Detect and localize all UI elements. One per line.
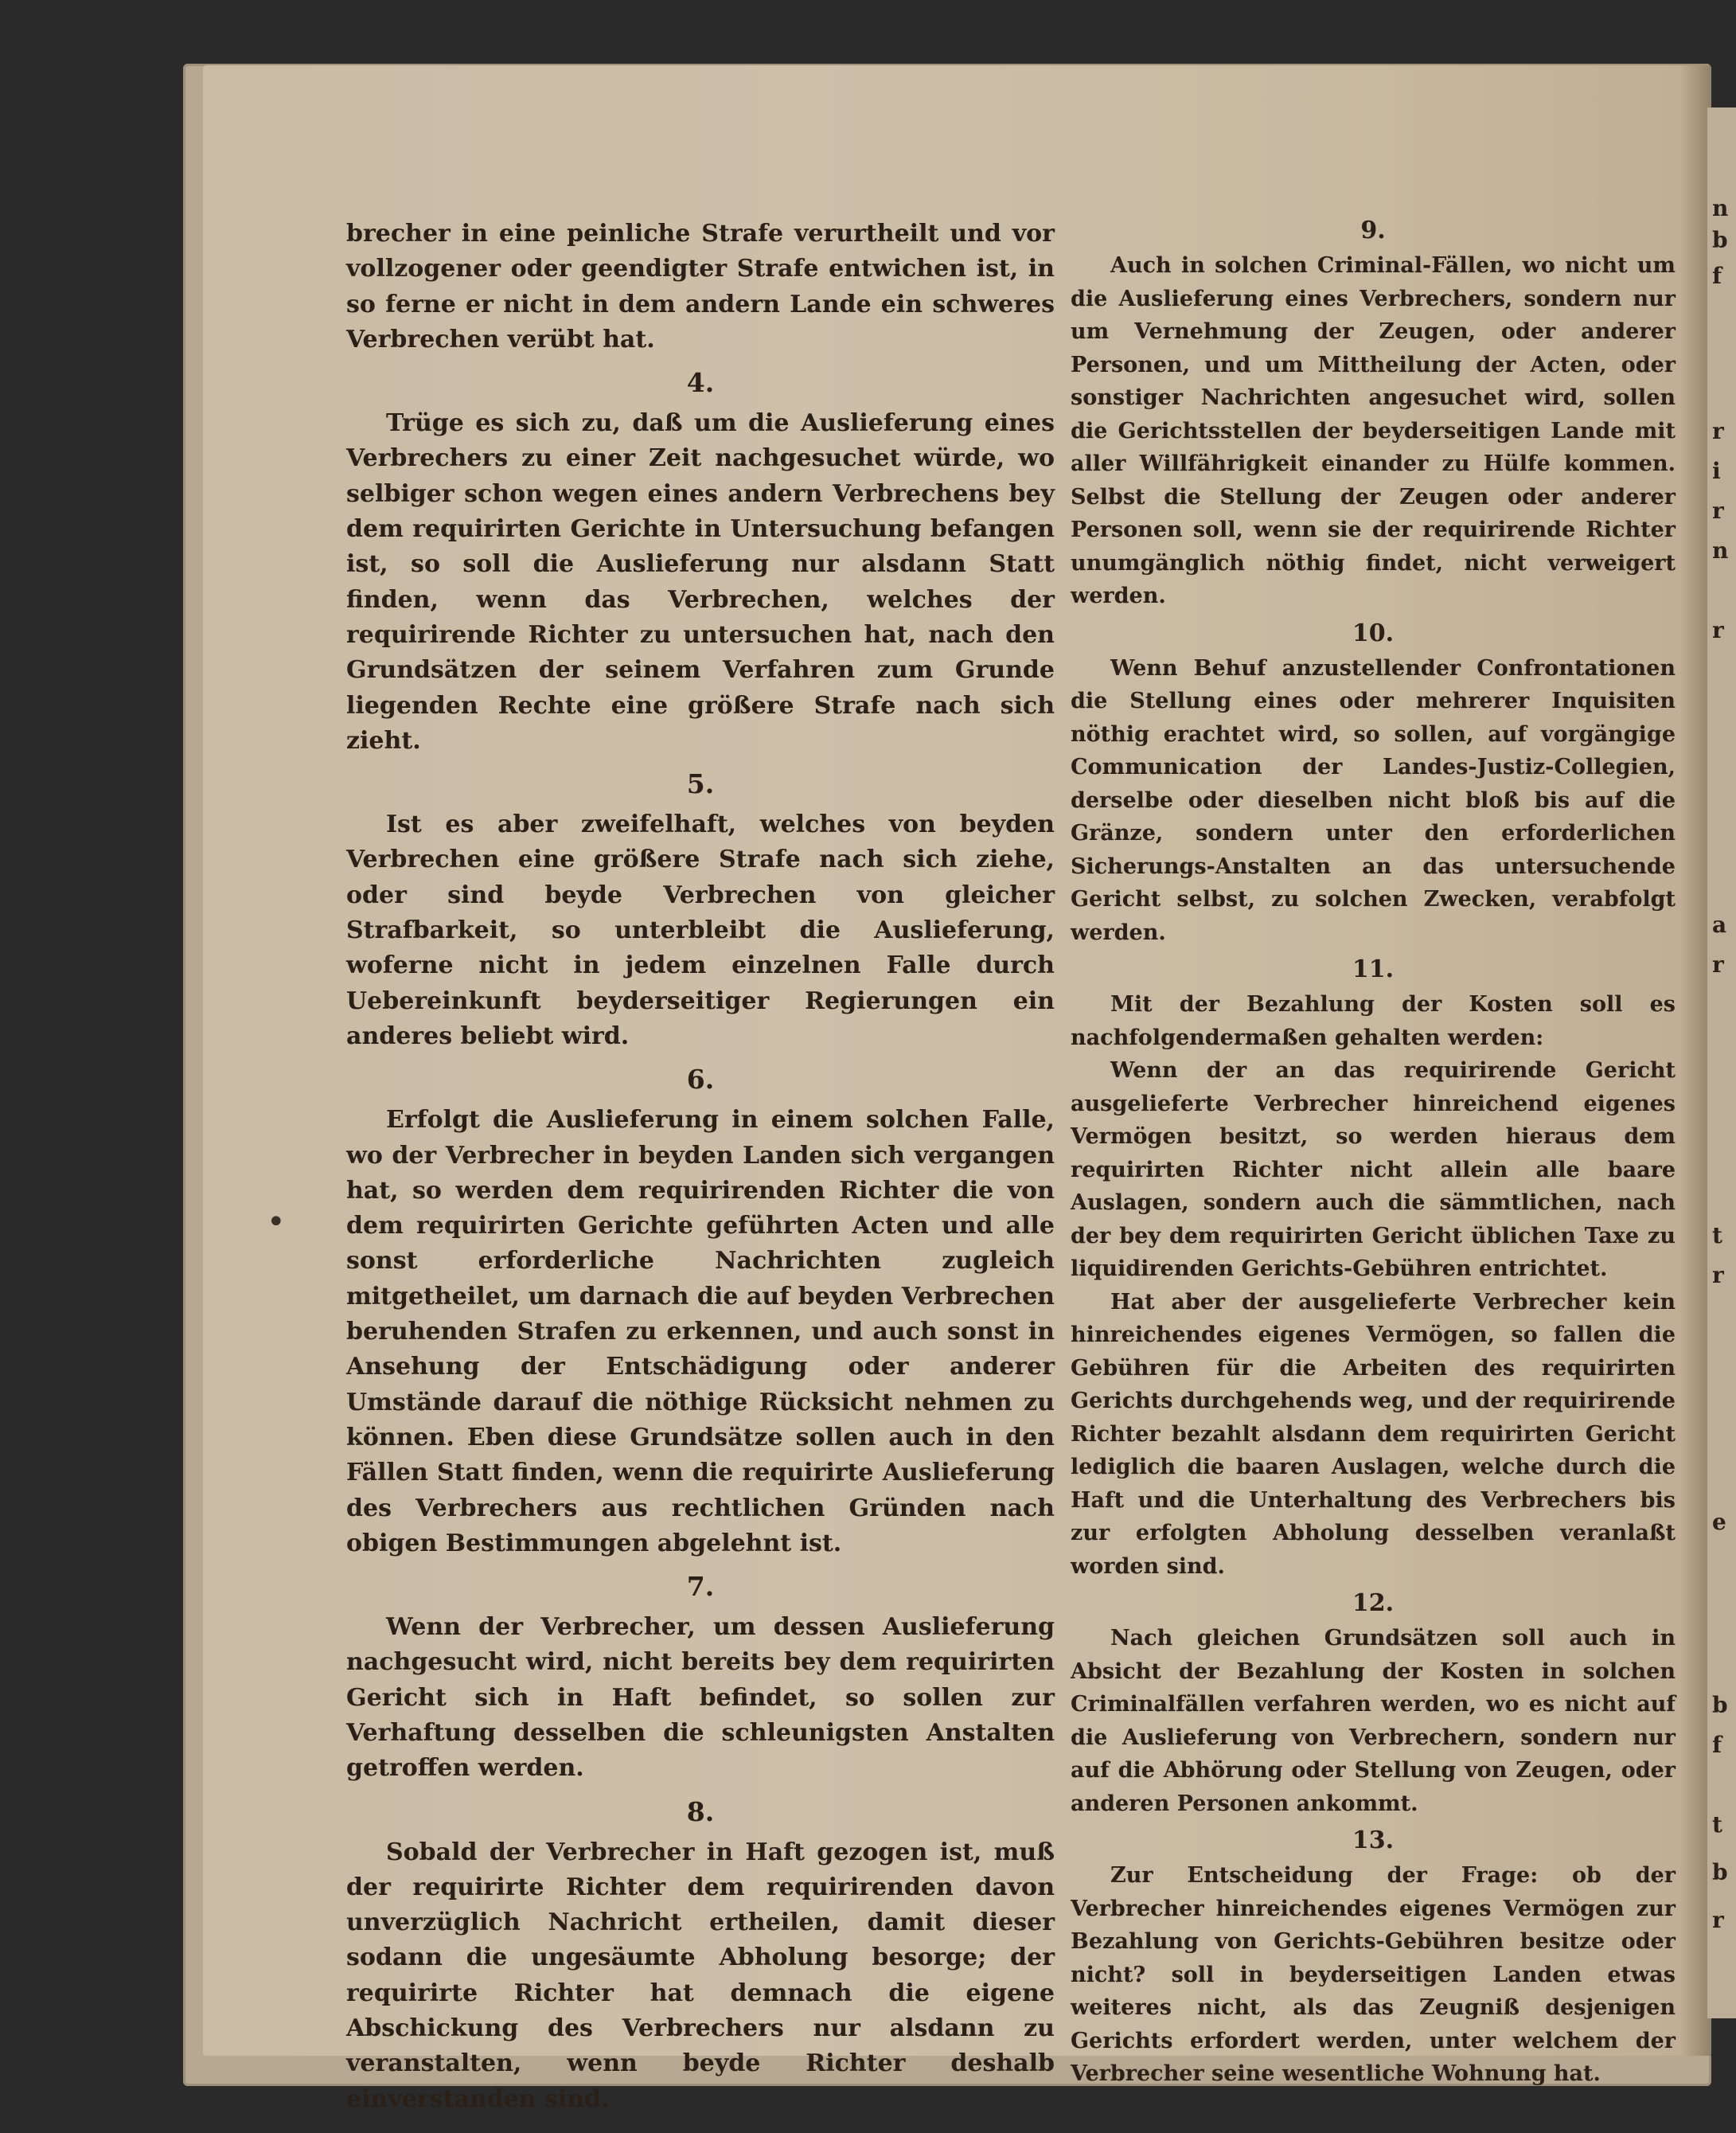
next-page-fragment: r — [1712, 617, 1724, 643]
next-page-fragment: t — [1712, 1811, 1722, 1838]
ink-dot-mark: • — [267, 1204, 286, 1240]
next-page-fragment: i — [1712, 458, 1721, 484]
continuation-paragraph: brecher in eine peinliche Strafe verurtheilt und vor vollzogener oder geendigter Strafe entwichen ist, in so ferne er nicht in dem andern Lande ein schweres Verbrechen verübt hat. — [346, 220, 1055, 354]
document-page — [203, 65, 1711, 2113]
next-page-fragment: b — [1712, 227, 1728, 253]
next-page-fragment: t — [1712, 1222, 1722, 1248]
next-page-fragment: r — [1712, 1907, 1724, 1933]
section-number-9: 9. — [1360, 217, 1386, 244]
next-page-fragment: a — [1712, 912, 1727, 938]
section-11-intro: Mit der Bezahlung der Kosten soll es nachfolgendermaßen gehalten werden: — [1071, 992, 1676, 1050]
next-page-fragment: n — [1712, 195, 1729, 221]
next-page-fragment: r — [1712, 951, 1724, 978]
section-12-text: Nach gleichen Grundsätzen soll auch in Absicht der Bezahlung der Kosten in solchen Criminalfällen verfahren werden, wo es nicht auf die Auslieferung von Verbrechern, sondern nur auf die Abhörung oder Stellung von Zeugen, oder anderen Personen ankommt. — [1071, 1626, 1676, 1816]
next-page-fragment: r — [1712, 498, 1724, 524]
section-number-8: 8. — [686, 1795, 715, 1827]
section-number-11: 11. — [1352, 955, 1395, 983]
section-11-paragraph-3: Hat aber der ausgelieferte Verbrecher kein hinreichendes eigenes Vermögen, so fallen die Gebühren für die Arbeiten des requirirten Gerichts durchgehends weg, und der requirirende Richter bezahlt alsdann dem requirirten Gericht lediglich die baaren Auslagen, welche durch die Haft und die Unterhaltung des Verbrechers bis zur erfolgten Abholung desselben veranlaßt worden sind. — [1071, 1289, 1676, 1579]
section-number-10: 10. — [1352, 619, 1395, 647]
section-5-text: Ist es aber zweifelhaft, welches von beyden Verbrechen eine größere Strafe nach sich ziehe, oder sind beyde Verbrechen von gleicher Strafbarkeit, so unterbleibt die Auslieferung, woferne nicht in jedem einzelnen Falle durch Uebereinkunft beyderseitiger Regierungen ein anderes beliebt wird. — [346, 811, 1055, 1050]
next-page-fragment: r — [1712, 1262, 1724, 1288]
section-10-text: Wenn Behuf anzustellender Confrontationen die Stellung eines oder mehrerer Inquisiten nöthig erachtet wird, so sollen, auf vorgängige Communication der Landes-Justiz-Collegien, derselbe oder dieselben nicht bloß bis auf die Gränze, sondern unter den erforderlichen Sicherungs-Anstalten an das untersuchende Gericht selbst, zu solchen Zwecken, verabfolgt werden. — [1071, 655, 1676, 945]
next-page-fragment: f — [1712, 263, 1722, 289]
next-page-fragment: r — [1712, 418, 1724, 444]
section-number-4: 4. — [686, 367, 715, 399]
section-number-13: 13. — [1352, 1826, 1395, 1854]
section-9-text: Auch in solchen Criminal-Fällen, wo nicht um die Auslieferung eines Verbrechers, sondern nur um Vernehmung der Zeugen, oder anderer Personen, und um Mittheilung der Acten, oder sonstiger Nachrichten angesuchet wird, sollen die Gerichtsstellen der beyderseitigen Lande mit aller Willfährigkeit einander zu Hülfe kommen. Selbst die Stellung der Zeugen oder anderer Personen soll, wenn sie der requirirende Richter unumgänglich nöthig findet, nicht verweigert werden. — [1071, 253, 1676, 608]
section-number-5: 5. — [686, 768, 715, 800]
left-column — [346, 217, 1055, 2117]
section-7-text: Wenn der Verbrecher, um dessen Auslieferung nachgesucht wird, nicht bereits bey dem requirirten Gericht sich in Haft befindet, so sollen zur Verhaftung desselben die schleunigsten Anstalten getroffen werden. — [346, 1613, 1055, 1783]
next-page-fragment: b — [1712, 1692, 1728, 1718]
section-8-text: Sobald der Verbrecher in Haft gezogen ist, muß der requirirte Richter dem requirirenden davon unverzüglich Nachricht ertheilen, damit dieser sodann die ungesäumte Abholung besorge; der requirirte Richter hat demnach die eigene Abschickung des Verbrechers nur alsdann zu veranstalten, wenn beyde Richter deshalb einverstanden sind. — [346, 1838, 1055, 2113]
next-page-fragment: e — [1712, 1509, 1726, 1535]
next-page-edge — [1707, 107, 1736, 2018]
section-11-paragraph-2: Wenn der an das requirirende Gericht ausgelieferte Verbrecher hinreichend eigenes Vermögen besitzt, so werden hieraus dem requirirten Richter nicht allein alle baare Auslagen, sondern auch die sämmtlichen, nach der bey dem requirirten Gericht üblichen Taxe zu liquidirenden Gerichts-Gebühren entrichtet. — [1071, 1058, 1676, 1281]
section-number-7: 7. — [686, 1571, 715, 1603]
section-13-text: Zur Entscheidung der Frage: ob der Verbrecher hinreichendes eigenes Vermögen zur Bezahlung von Gerichts-Gebühren besitze oder nicht? soll in beyderseitigen Landen etwas weiteres nicht, als das Zeugniß desjenigen Gerichts erfordert werden, unter welchem der Verbrecher seine wesentliche Wohnung hat. — [1071, 1863, 1676, 2086]
next-page-fragment: b — [1712, 1859, 1728, 1885]
section-6-text: Erfolgt die Auslieferung in einem solchen Falle, wo der Verbrecher in beyden Landen sich vergangen hat, so werden dem requirirenden Richter die von dem requirirten Gerichte geführten Acten und alle sonst erforderliche Nachrichten zugleich mitgetheilet, um darnach die auf beyden Verbrechen beruhenden Strafen zu erkennen, und auch sonst in Ansehung der Entschädigung oder anderer Umstände darauf die nöthige Rücksicht nehmen zu können. Eben diese Grundsätze sollen auch in den Fällen Statt finden, wenn die requirirte Auslieferung des Verbrechers aus rechtlichen Gründen nach obigen Bestimmungen abgelehnt ist. — [346, 1106, 1055, 1557]
next-page-fragment: f — [1712, 1732, 1722, 1758]
section-4-text: Trüge es sich zu, daß um die Auslieferung eines Verbrechers zu einer Zeit nachgesuchet würde, wo selbiger schon wegen eines andern Verbrechens bey dem requirirten Gerichte in Untersuchung befangen ist, so soll die Auslieferung nur alsdann Statt finden, wenn das Verbrechen, welches der requirirende Richter zu untersuchen hat, nach den Grundsätzen der seinem Verfahren zum Grunde liegenden Rechte eine größere Strafe nach sich zieht. — [346, 409, 1055, 755]
next-page-fragment: n — [1712, 537, 1729, 564]
section-number-12: 12. — [1352, 1589, 1395, 1617]
right-column — [1071, 217, 1676, 2091]
section-number-6: 6. — [686, 1064, 715, 1096]
